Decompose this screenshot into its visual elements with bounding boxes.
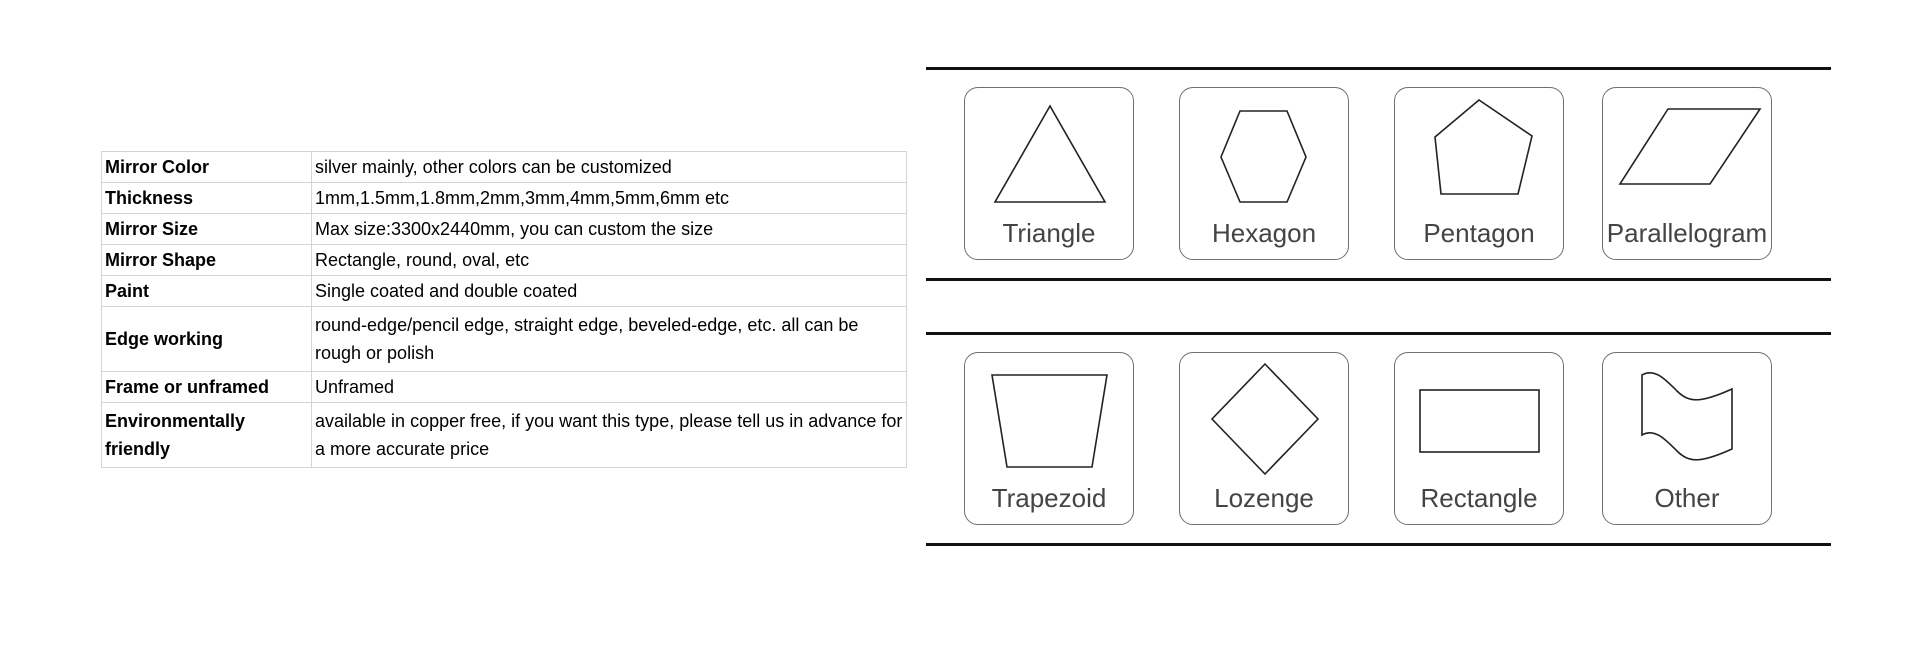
spec-value: Unframed [312, 372, 907, 403]
spec-key: Thickness [102, 183, 312, 214]
spec-value: Max size:3300x2440mm, you can custom the size [312, 214, 907, 245]
spec-value: available in copper free, if you want this type, please tell us in advance for a more accurate price [312, 403, 907, 468]
shape-card-rectangle[interactable] [1394, 352, 1564, 525]
shape-card-other[interactable] [1602, 352, 1772, 525]
table-row [102, 307, 907, 372]
shape-card-hexagon[interactable] [1179, 87, 1349, 260]
shape-label: Other [1654, 483, 1720, 513]
shape-label: Parallelogram [1606, 218, 1768, 248]
table-row [102, 372, 907, 403]
divider-line [926, 67, 1831, 70]
spec-value: 1mm,1.5mm,1.8mm,2mm,3mm,4mm,5mm,6mm etc [312, 183, 907, 214]
table-row [102, 183, 907, 214]
table-row [102, 152, 907, 183]
shape-card-triangle[interactable] [964, 87, 1134, 260]
spec-key: Frame or unframed [102, 372, 312, 403]
shape-label: Rectangle [1420, 483, 1538, 513]
shape-card-parallelogram[interactable] [1602, 87, 1772, 260]
shape-card-pentagon[interactable] [1394, 87, 1564, 260]
spec-value: silver mainly, other colors can be customized [312, 152, 907, 183]
table-row [102, 245, 907, 276]
divider-line [926, 332, 1831, 335]
spec-key: Edge working [102, 307, 312, 372]
shape-label: Pentagon [1423, 218, 1535, 248]
table-row [102, 276, 907, 307]
spec-key: Mirror Shape [102, 245, 312, 276]
divider-line [926, 278, 1831, 281]
shape-label: Triangle [1002, 218, 1096, 248]
spec-value: Rectangle, round, oval, etc [312, 245, 907, 276]
divider-line [926, 543, 1831, 546]
spec-key: Paint [102, 276, 312, 307]
spec-value: round-edge/pencil edge, straight edge, beveled-edge, etc. all can be rough or polish [312, 307, 907, 372]
mirror-spec-table [101, 151, 907, 468]
spec-value: Single coated and double coated [312, 276, 907, 307]
shape-card-lozenge[interactable] [1179, 352, 1349, 525]
shape-card-trapezoid[interactable] [964, 352, 1134, 525]
shape-label: Lozenge [1214, 483, 1314, 513]
table-row [102, 403, 907, 468]
spec-key: Environmentally friendly [102, 403, 312, 468]
shape-label: Hexagon [1211, 218, 1317, 248]
table-row [102, 214, 907, 245]
spec-key: Mirror Color [102, 152, 312, 183]
shape-label: Trapezoid [991, 483, 1107, 513]
spec-key: Mirror Size [102, 214, 312, 245]
